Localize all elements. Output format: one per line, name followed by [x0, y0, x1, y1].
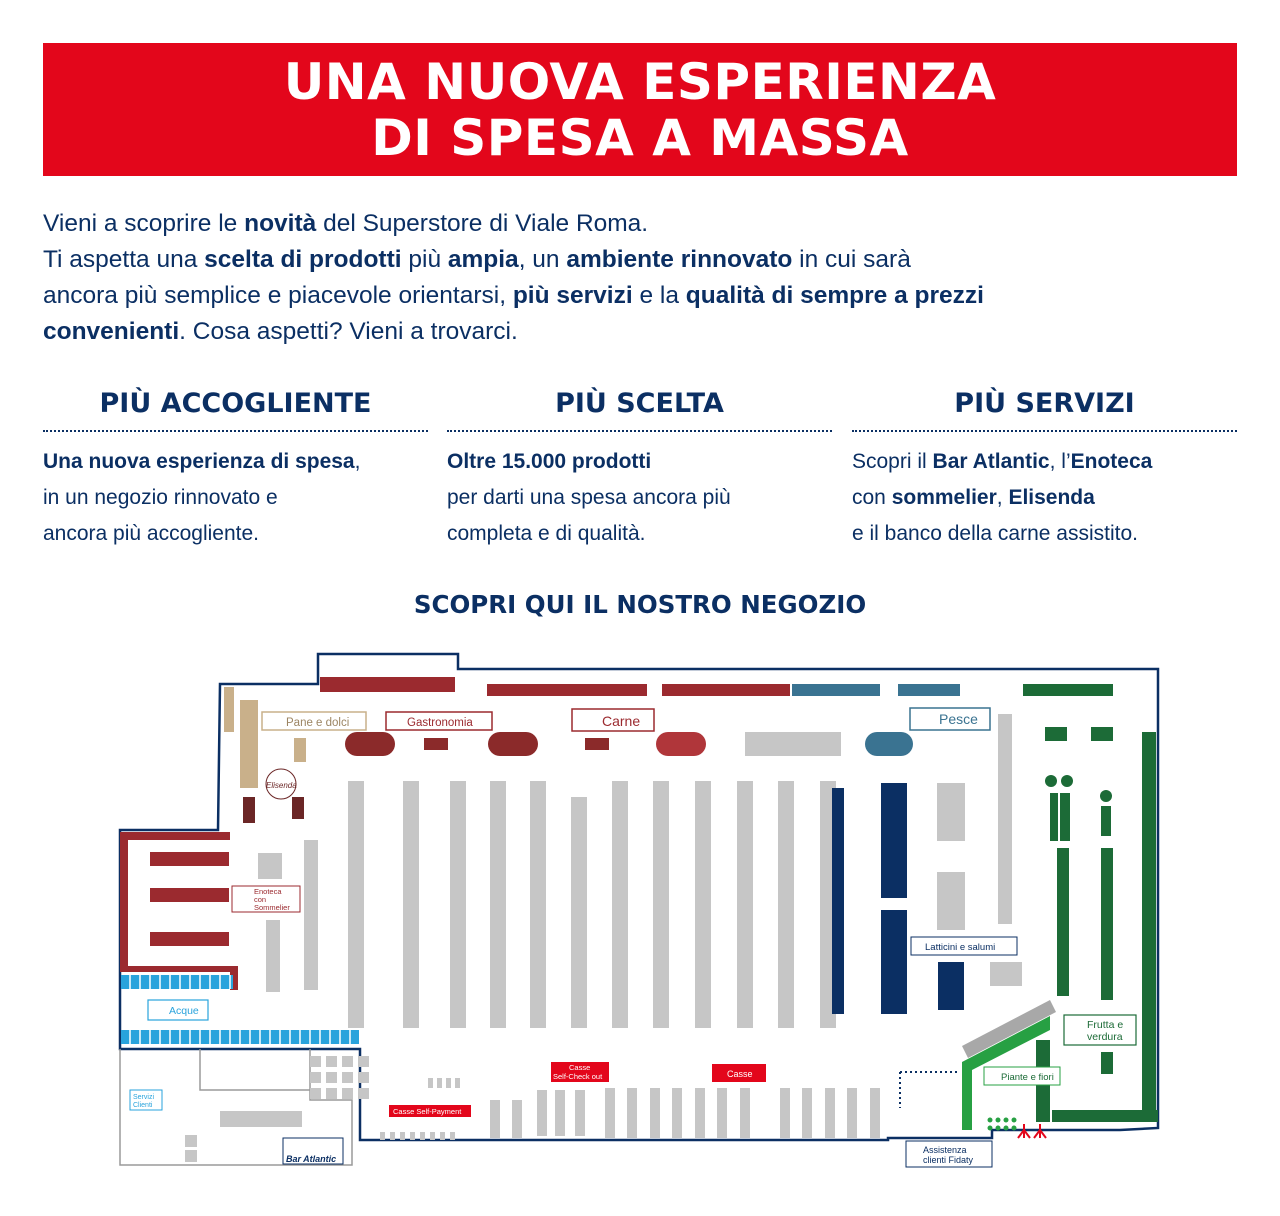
feature-column-servizi: [852, 384, 1237, 552]
self-payment-kiosk: [400, 1132, 405, 1140]
plant-pot: [1004, 1126, 1009, 1131]
counter-pesce-1: [792, 684, 880, 696]
bar-table: [326, 1072, 337, 1083]
self-payment-kiosk: [380, 1132, 385, 1140]
intro-segment: Ti aspetta una: [43, 246, 205, 273]
bar-table: [342, 1088, 353, 1099]
shelf-frutta-8: [1101, 1052, 1113, 1074]
label-casse-text: Casse: [727, 1069, 753, 1079]
intro-segment: in cui sarà: [792, 246, 911, 273]
island-gastro-2: [424, 738, 448, 750]
plant-pot: [1004, 1118, 1009, 1123]
self-payment-kiosk: [440, 1132, 445, 1140]
self-checkout-unit: [512, 1100, 522, 1138]
island-gastro-1: [345, 732, 395, 756]
dotted-divider: [852, 430, 1237, 432]
feature-segment: Elisenda: [1008, 486, 1095, 509]
label-carne-text: Carne: [602, 713, 641, 729]
shelf-gray-b: [937, 872, 965, 930]
label-piante-text: Piante e fiori: [1001, 1072, 1054, 1083]
counter-carne-1: [487, 684, 647, 696]
checkout-lane: [672, 1088, 682, 1138]
shelf-gray-c: [990, 962, 1022, 986]
shelf-frutta-round-3: [1100, 790, 1112, 802]
intro-segment: convenienti: [43, 318, 180, 345]
label-acque-text: Acque: [169, 1005, 199, 1017]
label-gastronomia: [386, 712, 492, 730]
bar-table: [310, 1072, 321, 1083]
bar-table: [326, 1088, 337, 1099]
checkout-lane: [627, 1088, 637, 1138]
aisle-shelf: [778, 781, 794, 1028]
shelf-acque-1: [121, 975, 233, 989]
store-map: [0, 640, 1280, 1200]
label-assistenza: [906, 1141, 992, 1167]
self-checkout-unit: [575, 1090, 585, 1136]
feature-segment: in un negozio rinnovato e: [43, 486, 278, 509]
checkout-lane: [605, 1088, 615, 1138]
self-checkout-unit: [555, 1090, 565, 1136]
bar-table: [185, 1150, 197, 1162]
label-servizi: [130, 1090, 162, 1110]
shelf-pane-3: [294, 738, 306, 762]
shelf-enoteca-3: [150, 932, 229, 946]
elisenda-logo: [266, 769, 297, 799]
aisle-shelves: [348, 781, 836, 1028]
label-selfcheck: [551, 1062, 609, 1082]
intro-paragraph: [43, 206, 1243, 350]
shelf-frutta-5: [1101, 806, 1111, 836]
self-payment-kiosk: [390, 1132, 395, 1140]
label-pesce-text: Pesce: [939, 711, 978, 727]
label-gastronomia-text: Gastronomia: [407, 717, 473, 729]
intro-segment: ancora più semplice e piacevole orientarsi,: [43, 282, 513, 309]
counter-carne-2: [662, 684, 790, 696]
label-enoteca-text-1: Enoteca: [254, 887, 282, 896]
aisle-shelf: [695, 781, 711, 1028]
self-checkout-unit: [490, 1100, 500, 1138]
feature-column-accogliente: [43, 384, 428, 552]
label-carne: [572, 709, 654, 731]
label-pane-text: Pane e dolci: [286, 717, 350, 729]
label-selfpay: [389, 1105, 471, 1117]
shelf-frutta-bottom: [1052, 1110, 1158, 1122]
plant-pot: [996, 1126, 1001, 1131]
shelf-latticini-1: [832, 788, 844, 1014]
plant-pot: [1012, 1118, 1017, 1123]
self-payment-kiosk: [428, 1078, 433, 1088]
self-payment-kiosk: [437, 1078, 442, 1088]
dotted-divider: [447, 430, 832, 432]
label-casse: [712, 1064, 766, 1082]
shelf-latticini-4: [938, 962, 964, 1010]
label-selfpay-text: Casse Self-Payment: [393, 1107, 462, 1116]
shelf-gray-e: [258, 853, 282, 879]
counter-frutta: [1023, 684, 1113, 696]
bar-table: [358, 1056, 369, 1067]
aisle-shelf: [653, 781, 669, 1028]
self-payment-kiosk: [430, 1132, 435, 1140]
label-piante: [984, 1067, 1060, 1085]
plant-pot: [1012, 1126, 1017, 1131]
bar-table: [342, 1056, 353, 1067]
label-servizi-text-2: Clienti: [133, 1102, 153, 1109]
island-pesce: [865, 732, 913, 756]
feature-segment: per darti una spesa ancora più: [447, 486, 731, 509]
checkout-lane: [717, 1088, 727, 1138]
label-bar-atlantic: [283, 1138, 343, 1164]
feature-segment: ,: [354, 450, 361, 473]
feature-segment: e il banco della carne assistito.: [852, 522, 1138, 545]
intro-segment: , un: [518, 246, 567, 273]
aisle-shelf: [490, 781, 506, 1028]
intro-segment: . Cosa aspetti? Vieni a trovarci.: [179, 318, 518, 345]
checkout-lane: [802, 1088, 812, 1138]
self-payment-kiosk: [455, 1078, 460, 1088]
feature-column-scelta: [447, 384, 832, 552]
shelf-latticini-3: [881, 910, 907, 1014]
bar-table: [342, 1072, 353, 1083]
header-banner: [43, 43, 1237, 176]
counter-pesce-2: [898, 684, 960, 696]
label-selfcheck-text-1: Casse: [569, 1063, 591, 1072]
shelf-frutta-4: [1060, 793, 1070, 841]
label-servizi-text-1: Servizi: [133, 1094, 155, 1101]
shelf-gray-g: [304, 840, 318, 990]
aisle-shelf: [571, 797, 587, 1028]
shelf-frutta-1: [1045, 727, 1067, 741]
feature-segment: completa e di qualità.: [447, 522, 646, 545]
banner-title-line-1: UNA NUOVA ESPERIENZA: [283, 52, 997, 111]
self-payment-kiosk: [410, 1132, 415, 1140]
bar-table: [310, 1056, 321, 1067]
bar-table: [358, 1072, 369, 1083]
checkout-lane: [740, 1088, 750, 1138]
self-checkout-unit: [537, 1090, 547, 1136]
label-frutta-text-2: verdura: [1087, 1031, 1123, 1043]
label-pesce: [910, 708, 990, 730]
label-pane: [262, 712, 366, 730]
checkout-lane: [847, 1088, 857, 1138]
bar-table: [326, 1056, 337, 1067]
feature-segment: con: [852, 486, 892, 509]
shelf-frutta-wall: [1142, 732, 1156, 1122]
shelf-frutta-round-1: [1045, 775, 1057, 787]
shelf-frutta-6: [1057, 848, 1069, 996]
feature-text: [447, 444, 832, 552]
label-frutta-text-1: Frutta e: [1087, 1019, 1124, 1031]
shelf-frutta-7: [1101, 848, 1113, 1000]
feature-title: PIÙ SCELTA: [555, 388, 724, 419]
self-payment-kiosk: [446, 1078, 451, 1088]
bar-counter: [220, 1111, 302, 1127]
feature-segment: Oltre 15.000 prodotti: [447, 450, 652, 473]
label-frutta: [1064, 1015, 1136, 1045]
intro-segment: e la: [632, 282, 686, 309]
feature-segment: Scopri il: [852, 450, 933, 473]
self-payment-kiosk: [450, 1132, 455, 1140]
label-assistenza-text-1: Assistenza: [923, 1145, 967, 1155]
shelf-gray-f: [266, 920, 280, 992]
island-gastro-3: [488, 732, 538, 756]
shelf-enoteca-1: [150, 852, 229, 866]
self-payment-kiosk: [420, 1132, 425, 1140]
feature-segment: ,: [996, 486, 1009, 509]
aisle-shelf: [403, 781, 419, 1028]
feature-text: [43, 444, 428, 552]
intro-segment: del Superstore di Viale Roma.: [316, 210, 649, 237]
aisle-shelf: [348, 781, 364, 1028]
shelf-enoteca-2: [150, 888, 229, 902]
feature-segment: ancora più accogliente.: [43, 522, 259, 545]
feature-segment: Enoteca: [1070, 450, 1153, 473]
feature-segment: , l’: [1049, 450, 1071, 473]
shelf-gray-d: [998, 714, 1012, 924]
plant-pot: [988, 1118, 993, 1123]
shelf-latticini-2: [881, 783, 907, 898]
intro-segment: qualità di sempre a prezzi: [685, 282, 984, 309]
shelf-dark-1: [243, 797, 255, 823]
shelf-pane-1: [224, 687, 234, 732]
plant-pot: [988, 1126, 993, 1131]
intro-segment: ambiente rinnovato: [566, 246, 793, 273]
feature-segment: sommelier: [891, 486, 997, 509]
checkout-lane: [825, 1088, 835, 1138]
shelf-gray-a: [937, 783, 965, 841]
counter-gastronomia: [320, 677, 455, 692]
label-assistenza-text-2: clienti Fidaty: [923, 1155, 974, 1165]
checkout-lane: [695, 1088, 705, 1138]
feature-text: [852, 444, 1237, 552]
shelf-dark-2: [292, 797, 304, 819]
checkout-lane: [870, 1088, 880, 1138]
aisle-shelf: [737, 781, 753, 1028]
intro-segment: ampia: [447, 246, 519, 273]
bar-table: [185, 1135, 197, 1147]
intro-segment: scelta di prodotti: [204, 246, 402, 273]
intro-segment: Vieni a scoprire le: [43, 210, 245, 237]
checkout-lane: [650, 1088, 660, 1138]
feature-title: PIÙ SERVIZI: [954, 388, 1135, 419]
label-enoteca-text-3: Sommelier: [254, 903, 290, 912]
dotted-divider: [43, 430, 428, 432]
bar-table: [358, 1088, 369, 1099]
aisle-shelf: [612, 781, 628, 1028]
shelf-frutta-round-2: [1061, 775, 1073, 787]
feature-title: PIÙ ACCOGLIENTE: [99, 388, 372, 419]
shelf-pane-2: [240, 700, 258, 788]
island-carne-2: [656, 732, 706, 756]
shelf-frutta-3: [1050, 793, 1058, 841]
label-acque: [148, 1000, 208, 1020]
feature-segment: Bar Atlantic: [932, 450, 1050, 473]
shelf-frutta-2: [1091, 727, 1113, 741]
map-title: SCOPRI QUI IL NOSTRO NEGOZIO: [413, 590, 867, 619]
elisenda-logo-text: Elisenda: [266, 781, 297, 790]
intro-segment: più servizi: [512, 282, 633, 309]
label-selfcheck-text-2: Self-Check out: [553, 1072, 603, 1081]
feature-segment: Una nuova esperienza di spesa: [43, 450, 355, 473]
label-latticini-text: Latticini e salumi: [925, 942, 996, 953]
plant-pot: [996, 1118, 1001, 1123]
intro-segment: più: [401, 246, 448, 273]
aisle-shelf: [450, 781, 466, 1028]
banner-title-line-2: DI SPESA A MASSA: [371, 108, 909, 167]
label-enoteca: [232, 886, 300, 912]
label-bar-atlantic-text: Bar Atlantic: [286, 1154, 337, 1164]
island-carne-1: [585, 738, 609, 750]
intro-segment: novità: [244, 210, 317, 237]
label-enoteca-text-2: con: [254, 895, 267, 904]
island-gray: [745, 732, 841, 756]
label-latticini: [911, 937, 1017, 955]
checkout-lane: [780, 1088, 790, 1138]
bar-table: [310, 1088, 321, 1099]
aisle-shelf: [530, 781, 546, 1028]
